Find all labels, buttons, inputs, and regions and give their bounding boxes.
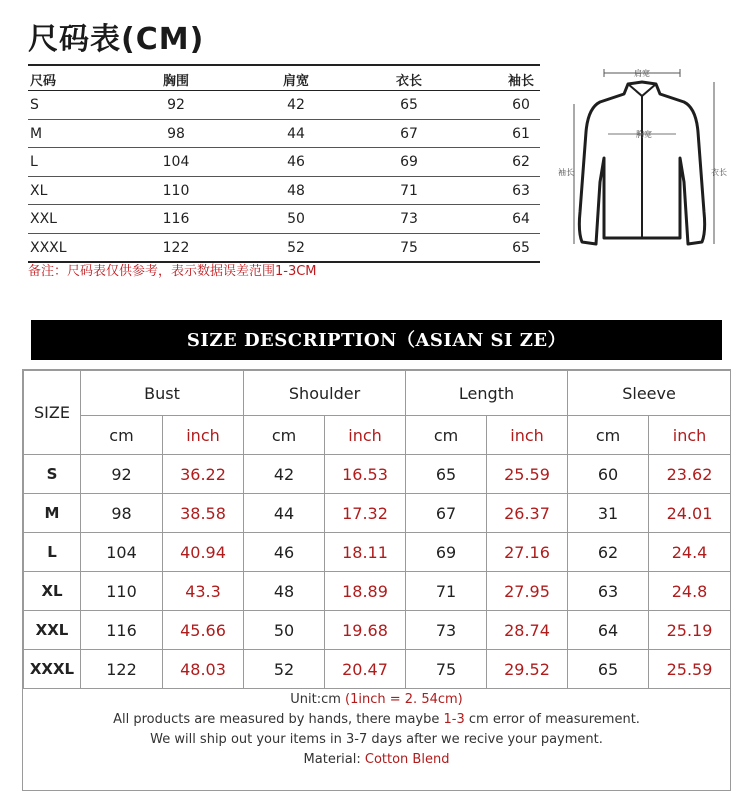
- inch-cell: 18.11: [325, 533, 406, 572]
- unit-cm: cm: [244, 416, 325, 455]
- measure-prefix: All products are measured by hands, there maybe: [113, 712, 444, 727]
- inch-cell: 25.19: [649, 611, 731, 650]
- cn-cell: L: [30, 154, 38, 170]
- size-table: [23, 370, 731, 689]
- inch-cell: 38.58: [163, 494, 244, 533]
- size-table-container: [22, 369, 731, 791]
- inch-cell: 20.47: [325, 650, 406, 689]
- measure-note: [23, 710, 730, 730]
- inch-cell: 23.62: [649, 455, 731, 494]
- cn-cell: 67: [400, 125, 418, 142]
- cn-cell: 104: [162, 154, 190, 170]
- unit-inch: inch: [163, 416, 244, 455]
- table-row: [24, 494, 731, 533]
- inch-cell: 19.68: [325, 611, 406, 650]
- cn-header-bust: 胸围: [162, 74, 189, 89]
- cm-cell: 92: [81, 455, 163, 494]
- size-cell: L: [24, 533, 81, 572]
- cn-table-row: [28, 148, 540, 177]
- cn-cell: 92: [167, 97, 185, 113]
- cm-cell: 48: [244, 572, 325, 611]
- jacket-diagram: [556, 62, 728, 252]
- material-value: Cotton Blend: [364, 752, 450, 767]
- bust-header: Bust: [81, 371, 244, 416]
- shoulder-header: Shoulder: [244, 371, 406, 416]
- size-header: SIZE: [24, 371, 81, 455]
- sleeve-header: Sleeve: [568, 371, 731, 416]
- jacket-illustration: [556, 62, 728, 252]
- size-cell: XXXL: [24, 650, 81, 689]
- shipping-note: We will ship out your items in 3-7 days after we recive your payment.: [150, 732, 603, 747]
- cm-cell: 71: [406, 572, 487, 611]
- cn-cell: 63: [512, 182, 530, 199]
- cn-table-row: [28, 120, 540, 149]
- unit-inch: inch: [649, 416, 731, 455]
- page-title: 尺码表(CM): [28, 22, 205, 57]
- cm-cell: 110: [81, 572, 163, 611]
- unit-inch: inch: [325, 416, 406, 455]
- cn-header-sleeve: 袖长: [507, 74, 534, 89]
- cm-cell: 62: [568, 533, 649, 572]
- cm-cell: 44: [244, 494, 325, 533]
- cn-cell: 61: [512, 125, 530, 142]
- cn-cell: 64: [512, 211, 530, 227]
- cn-table-row: [28, 234, 540, 264]
- table-row: [24, 650, 731, 689]
- cm-cell: 104: [81, 533, 163, 572]
- cn-cell: XL: [30, 182, 48, 199]
- cm-cell: 75: [406, 650, 487, 689]
- size-table-footer: [23, 690, 730, 770]
- inch-cell: 43.3: [163, 572, 244, 611]
- size-cell: XXL: [24, 611, 81, 650]
- cn-table-header: [28, 64, 540, 91]
- cn-cell: 60: [512, 97, 530, 113]
- unit-note: [23, 690, 730, 710]
- inch-cell: 29.52: [487, 650, 568, 689]
- cm-cell: 50: [244, 611, 325, 650]
- measure-error: 1-3: [443, 712, 465, 727]
- inch-cell: 18.89: [325, 572, 406, 611]
- cn-cell: 44: [287, 125, 305, 142]
- cm-cell: 73: [406, 611, 487, 650]
- unit-cm: cm: [568, 416, 649, 455]
- inch-cell: 25.59: [649, 650, 731, 689]
- cn-header-length: 衣长: [395, 74, 422, 89]
- cn-cell: 65: [512, 239, 530, 256]
- cn-table-row: [28, 205, 540, 234]
- length-header: Length: [406, 371, 568, 416]
- length-label: 衣长: [711, 168, 727, 177]
- sleeve-label: 袖长: [558, 168, 574, 177]
- cn-header-shoulder: 肩宽: [282, 74, 309, 89]
- cn-cell: 75: [400, 239, 418, 256]
- unit-prefix: Unit:cm: [290, 692, 346, 707]
- cm-cell: 42: [244, 455, 325, 494]
- table-row: [24, 611, 731, 650]
- inch-cell: 40.94: [163, 533, 244, 572]
- cn-size-table: [28, 64, 540, 263]
- cm-cell: 63: [568, 572, 649, 611]
- cn-cell: 73: [400, 211, 418, 227]
- size-cell: S: [24, 455, 81, 494]
- cn-cell: 65: [400, 97, 418, 113]
- inch-cell: 25.59: [487, 455, 568, 494]
- inch-cell: 27.16: [487, 533, 568, 572]
- size-table-group-header: [24, 371, 731, 416]
- cn-cell: 98: [167, 125, 185, 142]
- cm-cell: 31: [568, 494, 649, 533]
- size-cell: XL: [24, 572, 81, 611]
- table-row: [24, 455, 731, 494]
- measure-suffix: cm error of measurement.: [464, 712, 640, 727]
- inch-cell: 26.37: [487, 494, 568, 533]
- inch-cell: 48.03: [163, 650, 244, 689]
- cn-cell: 48: [287, 182, 305, 199]
- unit-cm: cm: [81, 416, 163, 455]
- cn-cell: 110: [162, 182, 190, 199]
- size-cell: M: [24, 494, 81, 533]
- cn-table-row: [28, 177, 540, 206]
- cn-cell: M: [30, 125, 43, 142]
- cn-cell: 69: [400, 154, 418, 170]
- cn-cell: 52: [287, 239, 305, 256]
- cn-table-row: [28, 91, 540, 120]
- inch-cell: 36.22: [163, 455, 244, 494]
- table-row: [24, 533, 731, 572]
- inch-cell: 24.4: [649, 533, 731, 572]
- cn-cell: 62: [512, 154, 530, 170]
- material-note: [23, 750, 730, 770]
- cn-cell: 50: [287, 211, 305, 227]
- inch-cell: 24.01: [649, 494, 731, 533]
- material-prefix: Material:: [303, 752, 365, 767]
- cm-cell: 98: [81, 494, 163, 533]
- cn-cell: 46: [287, 154, 305, 170]
- cm-cell: 52: [244, 650, 325, 689]
- cm-cell: 46: [244, 533, 325, 572]
- cm-cell: 69: [406, 533, 487, 572]
- inch-cell: 17.32: [325, 494, 406, 533]
- inch-cell: 27.95: [487, 572, 568, 611]
- cm-cell: 65: [568, 650, 649, 689]
- inch-cell: 28.74: [487, 611, 568, 650]
- cn-cell: 42: [287, 97, 305, 113]
- unit-conversion: (1inch = 2. 54cm): [345, 692, 463, 707]
- cn-cell: XXL: [30, 211, 57, 227]
- unit-inch: inch: [487, 416, 568, 455]
- shoulder-label: 肩宽: [634, 69, 650, 78]
- table-row: [24, 572, 731, 611]
- cm-cell: 60: [568, 455, 649, 494]
- inch-cell: 24.8: [649, 572, 731, 611]
- inch-cell: 45.66: [163, 611, 244, 650]
- cm-cell: 67: [406, 494, 487, 533]
- inch-cell: 16.53: [325, 455, 406, 494]
- size-table-unit-header: [24, 416, 731, 455]
- cm-cell: 122: [81, 650, 163, 689]
- unit-cm: cm: [406, 416, 487, 455]
- cn-cell: 71: [400, 182, 418, 199]
- size-description-banner: SIZE DESCRIPTION（ASIAN SI ZE）: [31, 320, 722, 360]
- cn-cell: S: [30, 97, 39, 113]
- bust-label: 胸宽: [636, 130, 652, 139]
- cm-cell: 64: [568, 611, 649, 650]
- cn-table-note: 备注：尺码表仅供参考，表示数据误差范围1-3CM: [28, 264, 317, 279]
- cm-cell: 116: [81, 611, 163, 650]
- cn-cell: 122: [162, 239, 190, 256]
- cm-cell: 65: [406, 455, 487, 494]
- cn-cell: 116: [162, 211, 190, 227]
- cn-cell: XXXL: [30, 239, 67, 256]
- cn-header-size: 尺码: [30, 74, 57, 89]
